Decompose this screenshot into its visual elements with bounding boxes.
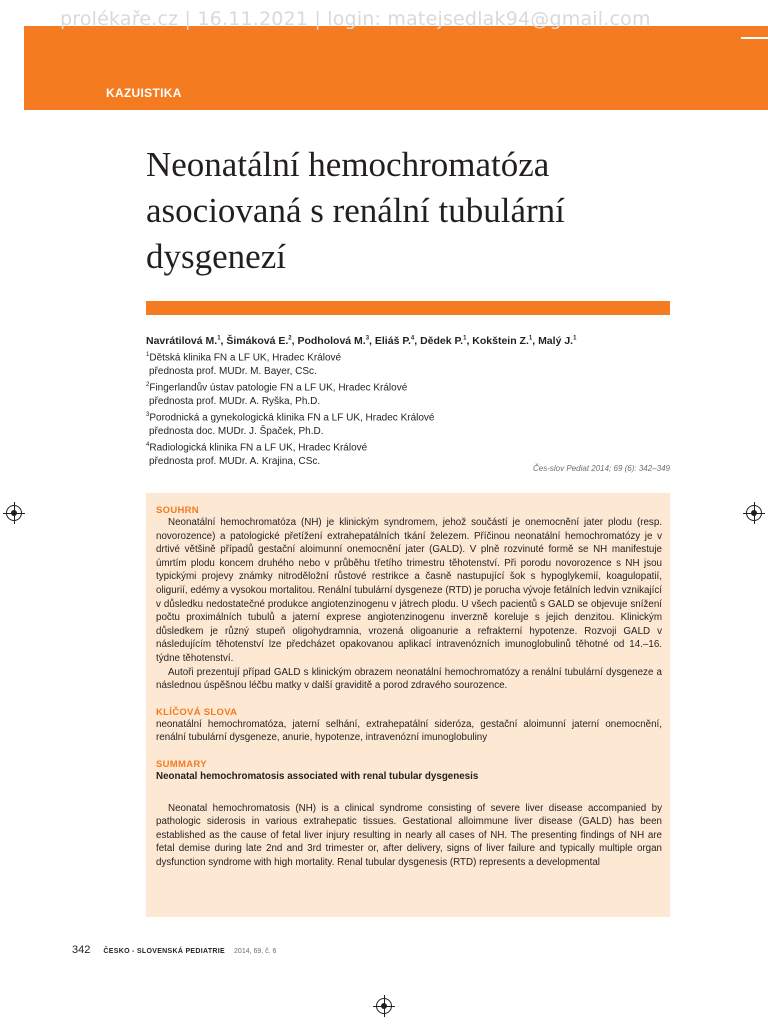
author-name: Eliáš P. (374, 335, 411, 347)
author-affiliation-number: 1 (573, 335, 577, 342)
author-affiliation-number: 1 (463, 335, 467, 342)
affiliation-head: přednosta doc. MUDr. J. Špaček, Ph.D. (149, 425, 324, 437)
souhrn-paragraph-1: Neonatální hemochromatóza (NH) je klinickým syndromem, jehož součástí je onemocnění jater plodu (resp. novorozence) a patologické přetížení extrahepatálních tkání železem. Příčinou neonatální hemochromatózy je v drtivé většině případů gestační aloimunní onemocnění jater (GALD). V plně rozvinuté formě se NH manifestuje úmrtím plodu koncem druhého nebo v průběhu třetího trimestru těhotenství. Při porodu novorozence s NH jsou typickými projevy známky nitroděložní růstové restrikce a časně nastupující šok s hypoglykemií, koagulopatií, oligurií, edémy a vysokou mortalitou. Renální tubulární dysgeneze (RTD) je porucha vývoje fetálních ledvin vznikající v důsledku nedostatečné produkce angiotenzinogenu v játrech plodu. U všech pacientů s GALD se objevuje snížení počtu proximálních tubulů a jaterní exprese angiotenzinogenu inverzně koreluje s jejich denzitou. Klinickým důsledkem je různý stupeň oligohydramnia, vrozená oligoanurie a refrakterní hypotenze. Rozvoji GALD v následujícím těhotenství lze předcházet opakovanou aplikací intravenózních imunoglobulinů těhotné od 14.–16. týdne těhotenství. (156, 517, 662, 664)
watermark: prolékaře.cz | 16.11.2021 | login: matejsedlak94@gmail.com (60, 8, 651, 30)
author-name: Kokštein Z. (472, 335, 529, 347)
keywords-heading: KLÍČOVÁ SLOVA (156, 706, 238, 718)
journal-name: ČESKO - SLOVENSKÁ PEDIATRIE (103, 948, 225, 955)
author-list: Navrátilová M.$^1$, Šimáková E.$^2$, Podholová M.$^3$, Eliáš P.$^4$, Dědek P.$^1$, Kokštein Z.$^1$, Malý J.$^1$ (146, 335, 577, 347)
article-title: Neonatální hemochromatóza asociovaná s renální tubulární dysgenezí (146, 145, 565, 276)
author-affiliation-number: 2 (288, 335, 292, 342)
author-name: Dědek P. (420, 335, 464, 347)
registration-mark-icon (746, 505, 762, 521)
journal-issue: 2014, 69, č. 6 (234, 948, 277, 955)
souhrn-heading: SOUHRN (156, 505, 199, 516)
souhrn-paragraph-2: Autoři prezentují případ GALD s klinickým obrazem neonatální hemochromatózy a renální tubulární dysgeneze a následnou úspěšnou léčbu matky v další graviditě a porod zdravého sourozence. (156, 666, 662, 692)
affiliation-head: přednosta prof. MUDr. M. Bayer, CSc. (149, 366, 317, 378)
page-number: 342 (72, 944, 91, 956)
author-name: Malý J. (538, 335, 574, 347)
registration-mark-icon (6, 505, 22, 521)
citation: Čes-slov Pediat 2014; 69 (6): 342–349 (533, 464, 670, 473)
author-affiliation-number: 1 (528, 335, 533, 342)
affiliation-head: přednosta prof. MUDr. A. Krajina, CSc. (149, 455, 321, 467)
author-affiliation-number: 3 (365, 335, 370, 342)
author-name: Podholová M. (297, 335, 366, 347)
summary-paragraph-1: Neonatal hemochromatosis (NH) is a clinical syndrome consisting of severe liver disease accompanied by pathologic siderosis in various extrahepatic tissues. Gestational alloimmune liver disease (GALD) has been established as the cause of fetal liver injury resulting in nearly all cases of NH. The presenting findings of NH are fetal demise during late 2nd and 3rd trimester or, after delivery, signs of liver failure and typically multiple organ dysfunction syndrome with high mortality. Renal tubular dysgenesis (RTD) represents a developmental (156, 802, 662, 868)
author-affiliation-number: 1 (217, 335, 221, 342)
affiliation-institution: $^4$Radiologická klinika FN a LF UK, Hradec Králové (146, 441, 368, 454)
keywords-text: neonatální hemochromatóza, jaterní selhání, extrahepatální sideróza, gestační aloimunní jaterní onemocnění, renální tubulární dysgeneze, anurie, hypotenze, intravenózní imunoglobuliny (156, 718, 662, 744)
author-name: Navrátilová M. (146, 335, 218, 347)
page-footer (72, 944, 276, 956)
crop-mark (741, 37, 768, 39)
summary-heading: SUMMARY (156, 758, 207, 770)
section-label: KAZUISTIKA (106, 86, 182, 100)
affiliations (146, 349, 434, 469)
abstract-box (146, 493, 670, 917)
affiliation-head: přednosta prof. MUDr. A. Ryška, Ph.D. (149, 396, 321, 408)
author-name: Šimáková E. (226, 335, 289, 347)
affiliation-institution: $^1$Dětská klinika FN a LF UK, Hradec Králové (146, 352, 342, 364)
affiliation-institution: $^3$Porodnická a gynekologická klinika FN a LF UK, Hradec Králové (146, 411, 435, 424)
summary-title: Neonatal hemochromatosis associated with renal tubular dysgenesis (156, 770, 479, 782)
author-affiliation-number: 4 (410, 335, 415, 342)
title-rule (146, 301, 670, 315)
affiliation-institution: $^2$Fingerlandův ústav patologie FN a LF UK, Hradec Králové (146, 381, 408, 394)
registration-mark-icon (376, 998, 392, 1014)
